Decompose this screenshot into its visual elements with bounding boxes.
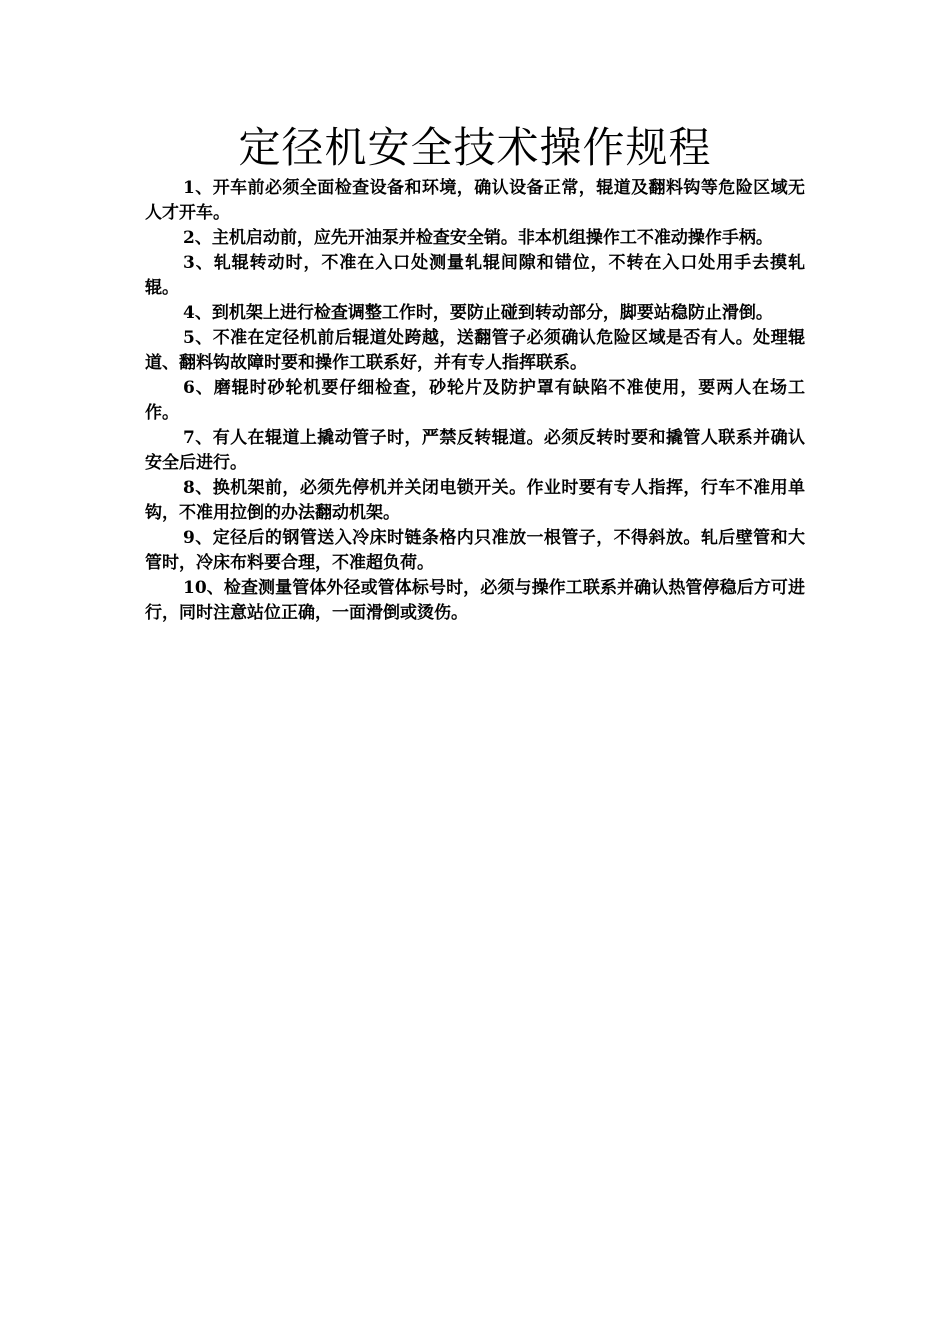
rule-item: 6、磨辊时砂轮机要仔细检查，砂轮片及防护罩有缺陷不准使用，要两人在场工作。 bbox=[145, 378, 805, 423]
rule-item: 3、轧辊转动时，不准在入口处测量轧辊间隙和错位，不转在入口处用手去摸轧辊。 bbox=[145, 253, 805, 298]
rule-item: 8、换机架前，必须先停机并关闭电锁开关。作业时要有专人指挥，行车不准用单钩，不准用拉倒的办法翻动机架。 bbox=[145, 478, 805, 523]
rule-item: 5、不准在定径机前后辊道处跨越，送翻管子必须确认危险区域是否有人。处理辊道、翻料钩故障时要和操作工联系好，并有专人指挥联系。 bbox=[145, 328, 805, 373]
rule-item: 10、检查测量管体外径或管体标号时，必须与操作工联系并确认热管停稳后方可进行，同时注意站位正确，一面滑倒或烫伤。 bbox=[145, 578, 805, 623]
rule-item: 2、主机启动前，应先开油泵并检查安全销。非本机组操作工不准动操作手柄。 bbox=[183, 228, 773, 248]
rules-list bbox=[145, 176, 805, 626]
rule-item: 4、到机架上进行检查调整工作时，要防止碰到转动部分，脚要站稳防止滑倒。 bbox=[183, 303, 773, 323]
rule-item: 7、有人在辊道上撬动管子时，严禁反转辊道。必须反转时要和撬管人联系并确认安全后进行。 bbox=[145, 428, 805, 473]
document-title: 定径机安全技术操作规程 bbox=[238, 123, 712, 172]
rule-item: 1、开车前必须全面检查设备和环境，确认设备正常，辊道及翻料钩等危险区域无人才开车。 bbox=[145, 178, 805, 223]
document-page bbox=[145, 120, 805, 626]
rule-item: 9、定径后的钢管送入冷床时链条格内只准放一根管子，不得斜放。轧后壁管和大管时，冷床布料要合理，不准超负荷。 bbox=[145, 528, 805, 573]
